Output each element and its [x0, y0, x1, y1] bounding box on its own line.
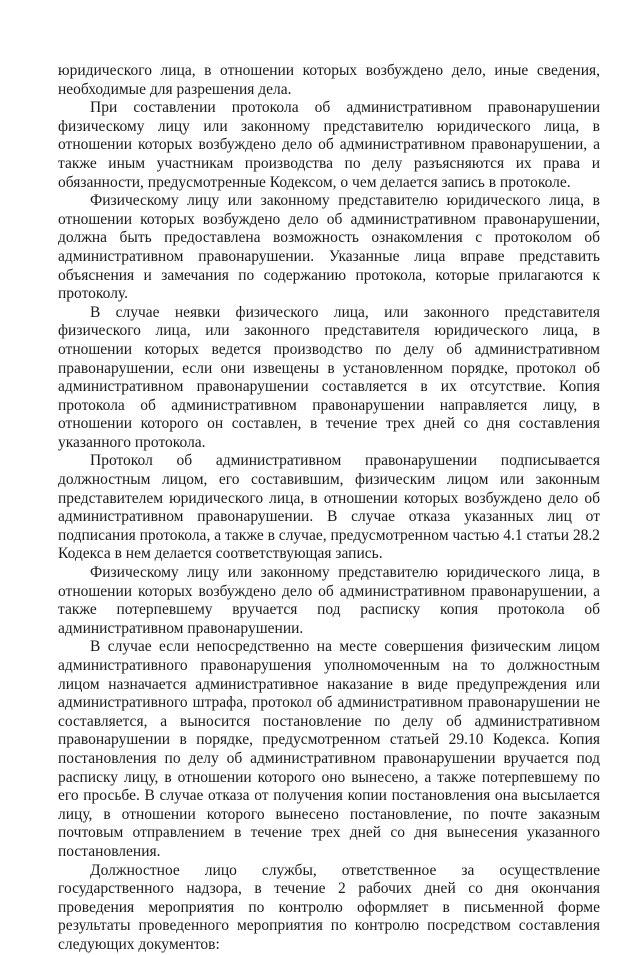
paragraph-official-documents: Должностное лицо службы, ответственное за осуществление государственного надзора, в течение 2 рабочих дней со дня окончания проведения мероприятия по контролю оформляет в письменной форме результаты проведенного мероприятия по контролю посредством составления следующих документов:	[58, 861, 600, 953]
paragraph-signing: Протокол об административном правонарушении подписывается должностным лицом, его составившим, физическим лицом или законным представителем юридического лица, в отношении которых возбуждено дело об административном правонарушении. В случае отказа указанных лиц от подписания протокола, а также в случае, предусмотренном частью 4.1 статьи 28.2 Кодекса в нем делается соответствующая запись.	[58, 452, 600, 563]
paragraph-absence: В случае неявки физического лица, или законного представителя физического лица, или законного представителя юридического лица, в отношении которых ведется производство по делу об административном правонарушении, если они извещены в установленном порядке, протокол об административном правонарушении составляется в их отсутствие. Копия протокола об административном правонарушении направляется лицу, в отношении которого он составлен, в течение трех дней со дня составления указанного протокола.	[58, 303, 600, 451]
paragraph-copy-delivery: Физическому лицу или законному представителю юридического лица, в отношении которых возбуждено дело об административном правонарушении, а также потерпевшему вручается под расписку копия протокола об административном правонарушении.	[58, 564, 600, 637]
paragraph-on-site-penalty: В случае если непосредственно на месте совершения физическим лицом административного правонарушения уполномоченным на то должностным лицом назначается административное наказание в виде предупреждения или административного штрафа, протокол об административном правонарушении не составляется, а выносится постановление по делу об административном правонарушении в порядке, предусмотренном статьей 29.10 Кодекса. Копия постановления по делу об административном правонарушении вручается под расписку лицу, в отношении которого оно вынесено, а также потерпевшему по его просьбе. В случае отказа от получения копии постановления она высылается лицу, в отношении которого вынесено постановление, по почте заказным почтовым отправлением в течение трех дней со дня вынесения указанного постановления.	[58, 638, 600, 860]
document-page	[58, 62, 600, 955]
paragraph-continuation: юридического лица, в отношении которых возбуждено дело, иные сведения, необходимые для разрешения дела.	[58, 62, 600, 98]
paragraph-protocol-familiarization: Физическому лицу или законному представителю юридического лица, в отношении которых возбуждено дело об административном правонарушении, должна быть предоставлена возможность ознакомления с протоколом об административном правонарушении. Указанные лица вправе представить объяснения и замечания по содержанию протокола, которые прилагаются к протоколу.	[58, 192, 600, 303]
paragraph-rights-explanation: При составлении протокола об административном правонарушении физическому лицу или законному представителю юридического лица, в отношении которых возбуждено дело об административном правонарушении, а также иным участникам производства по делу разъясняются их права и обязанности, предусмотренные Кодексом, о чем делается запись в протоколе.	[58, 99, 600, 191]
